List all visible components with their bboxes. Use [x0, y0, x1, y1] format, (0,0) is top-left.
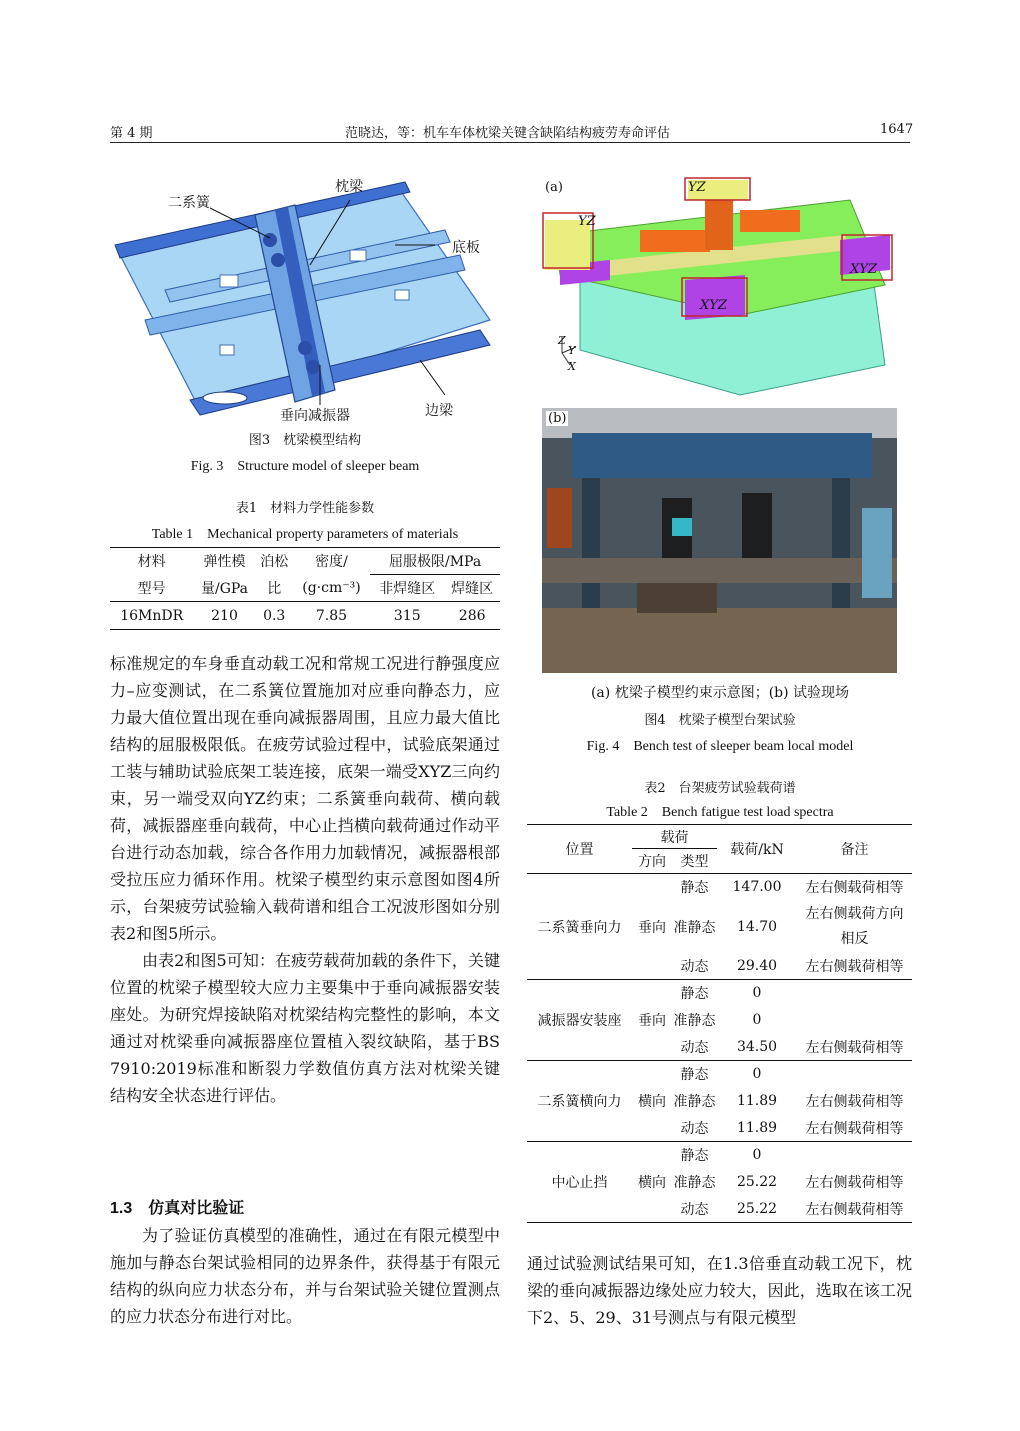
axis-label-y: Y: [568, 344, 576, 357]
t2-note: 左右侧载荷相等: [805, 1120, 904, 1137]
t2-note: 左右侧载荷相等: [805, 1039, 904, 1056]
t1-h2-weld: 焊缝区: [451, 581, 494, 597]
box-label-yz-top: YZ: [688, 180, 706, 195]
box-label-xyz-right: XYZ: [850, 262, 877, 277]
t2-kn: 0: [752, 1012, 762, 1028]
t2-type: 静态: [680, 986, 709, 1003]
t1-cell: 0.3: [263, 607, 286, 624]
t2-type: 准静态: [673, 1094, 716, 1110]
t2-h-load: 载荷: [632, 825, 717, 849]
t2-note: 左右侧载荷相等: [805, 1094, 904, 1110]
t2-note: 左右侧载荷相等: [805, 1201, 904, 1218]
t2-pos: 减振器安装座: [537, 1013, 622, 1029]
t1-h-poisson: 泊松: [260, 554, 289, 571]
table2-caption-en: Table 2 Bench fatigue test load spectra: [606, 805, 834, 820]
fig4-tag-a: (a): [545, 180, 563, 195]
t2-note: [797, 1007, 912, 1034]
t2-type: 动态: [680, 1201, 709, 1218]
fig3-label-base-plate: 底板: [452, 240, 480, 256]
fig3-label-bolster: 枕梁: [335, 179, 363, 195]
axis-label-z: Z: [558, 334, 566, 347]
fig3-caption-cn: 图3 枕梁模型结构: [248, 433, 362, 448]
t1-h2-ratio: 比: [267, 580, 282, 597]
fig4-caption-cn: 图4 枕梁子模型台架试验: [644, 713, 796, 728]
right-paragraph-1: 通过试验测试结果可知，在1.3倍垂直动载工况下，枕梁的垂向减振器边缘处应力较大，因此，选取在该工况下2、5、29、31号测点与有限元模型: [527, 1254, 912, 1327]
t1-h-density: 密度/: [315, 554, 348, 571]
t2-kn: 34.50: [736, 1038, 778, 1055]
t2-type: 动态: [680, 1120, 709, 1137]
t2-note: 左右侧载荷方向相反: [805, 905, 904, 947]
t1-h2-grade: 型号: [137, 580, 166, 597]
t2-note: [797, 1061, 912, 1088]
t2-dir: 垂向: [638, 919, 666, 936]
t1-cell: 16MnDR: [120, 607, 184, 624]
box-label-xyz-bottom: XYZ: [700, 298, 727, 313]
constraint-model-drawing: [540, 175, 900, 397]
t2-type: 动态: [680, 958, 709, 975]
t1-cell: 7.85: [315, 607, 348, 624]
header-issue: 第 4 期: [110, 126, 153, 141]
t1-h2-unit: (g·cm⁻³): [302, 579, 361, 596]
t1-h-material: 材料: [137, 554, 166, 571]
t1-cell: 286: [458, 607, 486, 624]
fig3-label-secondary-spring: 二系簧: [168, 195, 210, 211]
t2-kn: 25.22: [736, 1200, 778, 1217]
t1-cell: 315: [393, 607, 421, 624]
fig3-caption-en: Fig. 3 Structure model of sleeper beam: [190, 459, 420, 474]
t2-type: 静态: [680, 1067, 709, 1084]
section-heading: 1.3 仿真对比验证: [110, 1200, 245, 1217]
t2-type: 动态: [680, 1039, 709, 1056]
table1: [110, 547, 500, 630]
t2-type: 准静态: [673, 1175, 716, 1191]
fig4-tag-b: (b): [548, 411, 567, 426]
t2-kn: 25.22: [736, 1174, 778, 1190]
header-page: 1647: [880, 122, 914, 137]
t2-h-type: 类型: [680, 854, 709, 870]
t2-note: 左右侧载荷相等: [805, 958, 904, 975]
t2-kn: 29.40: [736, 957, 778, 974]
t2-dir: 横向: [638, 1094, 666, 1110]
fig4a-illustration: [540, 175, 900, 397]
t2-kn: 14.70: [736, 918, 778, 935]
t2-kn: 0: [752, 1066, 762, 1083]
box-label-yz-left: YZ: [578, 214, 596, 229]
test-rig-photo: [542, 408, 897, 673]
axis-label-x: X: [568, 360, 576, 373]
fig4-subcaption: (a) 枕梁子模型约束示意图；(b) 试验现场: [590, 685, 850, 701]
t2-type: 静态: [680, 880, 709, 897]
t2-note: 左右侧载荷相等: [805, 880, 904, 897]
t2-note: [797, 1142, 912, 1169]
t2-dir: 垂向: [638, 1013, 666, 1029]
t2-pos: 二系簧垂向力: [537, 919, 622, 936]
t1-cell: 210: [211, 607, 238, 624]
t2-kn: 11.89: [736, 1093, 778, 1109]
t2-kn: 0: [752, 985, 762, 1002]
t2-pos: 中心止挡: [551, 1175, 608, 1191]
fig4b-photo: [542, 408, 897, 673]
table1-caption-en: Table 1 Mechanical property parameters of materials: [151, 527, 459, 542]
t2-pos: 二系簧横向力: [537, 1094, 622, 1110]
left-paragraph-3: 为了验证仿真模型的准确性，通过在有限元模型中施加与静态台架试验相同的边界条件，获得基于有限元结构的纵向应力状态分布，并与台架试验关键位置测点的应力状态分布进行对比。: [110, 1226, 500, 1326]
t2-type: 准静态: [673, 1013, 716, 1029]
t2-kn: 0: [752, 1147, 762, 1164]
fig4-caption-en: Fig. 4 Bench test of sleeper beam local model: [586, 739, 854, 754]
t2-note: [797, 980, 912, 1007]
t2-kn: 11.89: [736, 1119, 778, 1136]
t1-h-yield: 屈服极限/MPa: [370, 548, 500, 575]
left-paragraph-2: 由表2和图5可知：在疲劳载荷加载的条件下，关键位置的枕梁子模型较大应力主要集中于垂向减振器安装座处。为研究焊接缺陷对枕梁结构完整性的影响，本文通过对枕梁垂向减振器座位置植入裂纹缺陷，基于BS 7910:2019标准和断裂力学数值仿真方法对枕梁关键结构安全状态进行评估。: [110, 951, 500, 1105]
t2-kn: 147.00: [732, 879, 782, 896]
table2: [527, 824, 912, 1223]
t2-type: 准静态: [673, 919, 716, 936]
t2-h-dir: 方向: [638, 854, 666, 870]
t2-h-note: 备注: [840, 842, 869, 858]
t2-dir: 横向: [638, 1175, 666, 1191]
left-paragraph-1: 标准规定的车身垂直动载工况和常规工况进行静强度应力–应变测试，在二系簧位置施加对应垂向静态力，应力最大值位置出现在垂向减振器周围，且应力最大值比结构的屈服极限低。在疲劳试验过程中，试验底架通过工装与辅助试验底架工装连接，底架一端受XYZ三向约束，另一端受双向YZ约束；二系簧垂向载荷、横向载荷，减振器座垂向载荷，中心止挡横向载荷通过作动平台进行动态加载，综合各作用力加载情况，减振器根部受拉压应力循环作用。枕梁子模型约束示意图如图4所示，台架疲劳试验输入载荷谱和组合工况波形图如分别表2和图5所示。: [110, 654, 500, 943]
table1-caption-cn: 表1 材料力学性能参数: [235, 501, 375, 516]
left-body-text: [110, 650, 500, 1109]
t2-h-kn: 载荷/kN: [730, 842, 784, 858]
header-title: 范晓达，等：机车车体枕梁关键含缺陷结构疲劳寿命评估: [345, 126, 671, 141]
t1-h2-nonweld: 非焊缝区: [379, 581, 436, 597]
t2-note: 左右侧载荷相等: [805, 1175, 904, 1191]
fig3-label-side-beam: 边梁: [425, 403, 453, 419]
t1-h2-gpa: 量/GPa: [200, 580, 249, 597]
t1-h-modulus: 弹性模: [203, 554, 246, 571]
header-rule: [110, 142, 910, 143]
t2-h-pos: 位置: [565, 842, 594, 858]
t2-type: 静态: [680, 1148, 709, 1165]
fig3-label-vertical-damper: 垂向减振器: [280, 408, 350, 424]
table2-caption-cn: 表2 台架疲劳试验载荷谱: [644, 781, 796, 796]
